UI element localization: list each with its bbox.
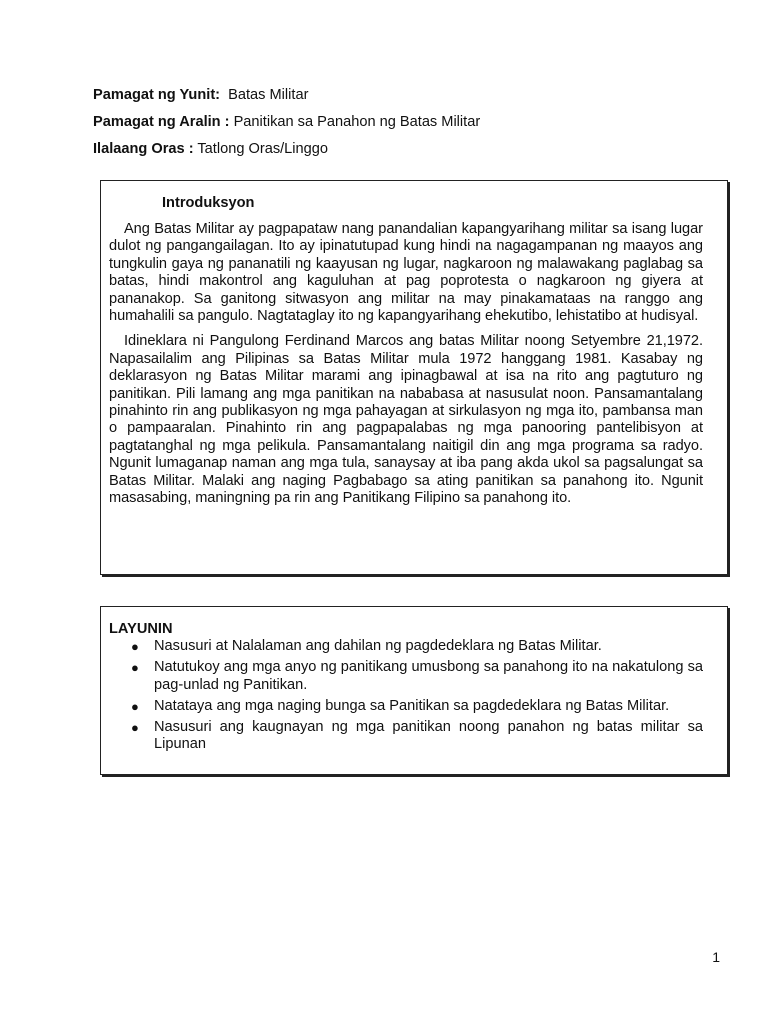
objective-item: [131, 638, 703, 656]
objective-text: Nasusuri ang kaugnayan ng mga panitikan noong panahon ng batas militar sa Lipunan: [154, 718, 703, 753]
objectives-list: [109, 638, 703, 754]
lesson-title-label: Pamagat ng Aralin :: [93, 114, 230, 130]
objective-item: [131, 697, 703, 716]
bullet-dot-icon: ●: [131, 698, 139, 714]
unit-title-line: [93, 86, 733, 104]
introduction-paragraph-2: Idineklara ni Pangulong Ferdinand Marcos ang batas Militar noong Setyembre 21,1972. Napasailalim ang Pilipinas sa Batas Militar mula 1972 hanggang 1981. Kasabay ng deklarasyon ng Batas Militar marami ang ipinagbawal at isa na rito ang pagtuturo ng panitikan. Pili lamang ang mga panitikan na nababasa at nasusulat noon. Pansamantalang pinahinto rin ang publikasyon ng mga pahayagan at sirkulasyon ng mga ito, pambansa man o pampaaralan. Pinahinto rin ang pagpapalabas ng mga panooring pantelibisyon at pagtatanghal ng mga pelikula. Pansamantalang naitigil din ang mga programa sa radyo. Ngunit lumaganap naman ang mga tula, sanaysay at iba pang akda ukol sa pagsalungat sa Batas Militar. Malaki ang naging Pagbabago sa ating panitikan sa panahong ito. Ngunit masasabing, maningning pa rin ang Panitikang Filipino sa panahong ito.: [109, 333, 703, 507]
time-allotment-value: Tatlong Oras/Linggo: [197, 141, 328, 157]
objective-item: [131, 718, 703, 754]
bullet-dot-icon: ●: [131, 719, 139, 735]
page-number: 1: [712, 949, 720, 965]
time-allotment-line: [93, 140, 733, 158]
bullet-dot-icon: ●: [131, 660, 139, 676]
lesson-title-value: Panitikan sa Panahon ng Batas Militar: [233, 114, 481, 130]
objective-text: Natutukoy ang mga anyo ng panitikang umusbong sa panahong ito na nakatulong sa pag-unlad ng Panitikan.: [154, 659, 703, 693]
objective-text: Natataya ang mga naging bunga sa Panitikan sa pagdedeklara ng Batas Militar.: [154, 697, 670, 714]
objectives-heading: LAYUNIN: [109, 621, 173, 637]
time-allotment-label: Ilalaang Oras :: [93, 141, 194, 157]
unit-metadata: [93, 86, 733, 167]
lesson-title-line: [93, 113, 733, 131]
introduction-box: [100, 180, 728, 575]
objective-item: [131, 659, 703, 694]
bullet-dot-icon: ●: [131, 639, 139, 654]
objectives-box: [100, 606, 728, 775]
unit-title-value: Batas Militar: [228, 87, 309, 103]
introduction-paragraph-1: Ang Batas Militar ay pagpapataw nang panandalian kapangyarihang militar sa isang lugar dulot ng pangangailagan. Ito ay ipinatutupad kung hindi na nagagampanan ng maayos ang tungkulin gaya ng pananatili ng kaayusan ng lugar, nagkaroon ng malawakang paglabag sa batas, hindi makontrol ang kaguluhan at pag poprotesta o nagkaroon ng giyera at pananakop. Sa ganitong sitwasyon ang militar na may pinakamataas na ranggo ang humahalili sa pangulo. Nagtataglay ito ng kapangyarihang ehekutibo, lehistatibo at hudisyal.: [109, 221, 703, 325]
unit-title-label: Pamagat ng Yunit:: [93, 87, 221, 103]
objective-text: Nasusuri at Nalalaman ang dahilan ng pagdedeklara ng Batas Militar.: [154, 638, 602, 654]
introduction-heading: Introduksyon: [162, 195, 255, 211]
